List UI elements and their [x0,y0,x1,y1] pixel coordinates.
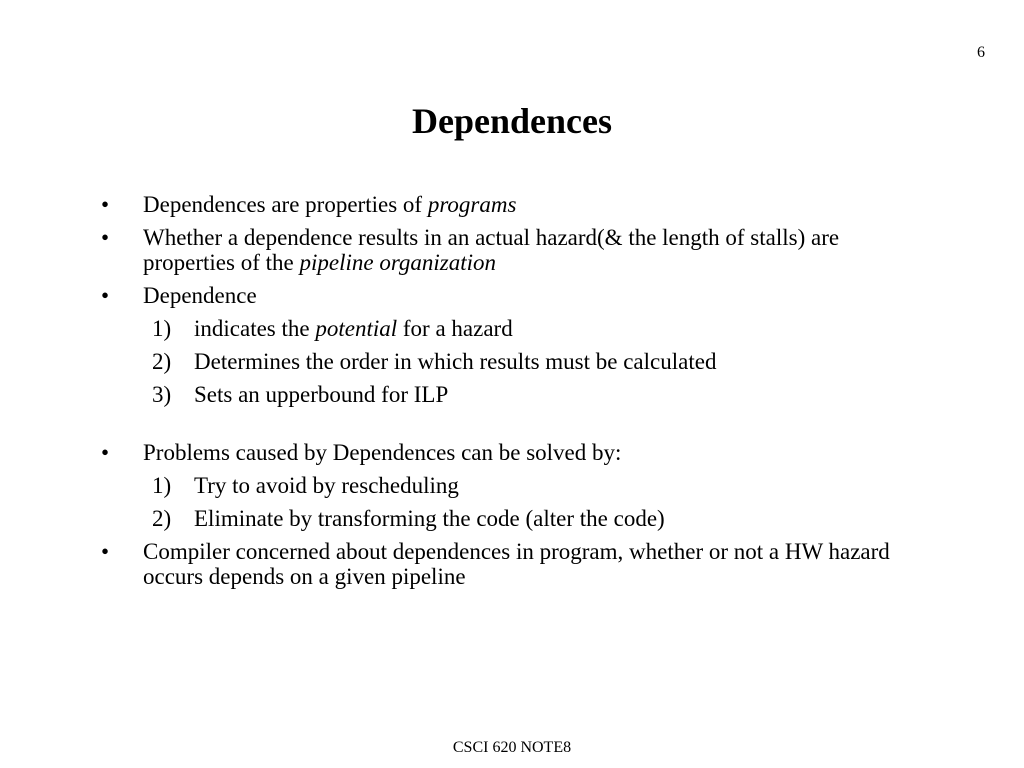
emphasis-text: pipeline organization [299,250,497,275]
number-marker: 1) [152,473,172,498]
bullet-text: Problems caused by Dependences can be solved by: [143,440,622,465]
bullet-marker: • [101,192,110,217]
bullet-marker: • [101,539,110,564]
emphasis-text: potential [315,316,398,341]
numbered-item [0,349,1024,374]
bullet-item [0,440,1024,465]
numbered-item [0,506,1024,531]
bullet-marker: • [101,225,110,250]
emphasis-text: programs [427,192,517,217]
bullet-text: Dependence [143,283,257,308]
numbered-item [0,316,1024,341]
bullet-text: Whether a dependence results in an actual hazard(& the length of stalls) are properties of the pipeline organization [143,225,840,275]
slide-title: Dependences [412,101,612,141]
numbered-text: Eliminate by transforming the code (alter the code) [194,506,665,531]
slide-content [0,192,1024,597]
numbered-text: Determines the order in which results must be calculated [194,349,717,374]
slide-number: 6 [977,44,985,61]
number-marker: 2) [152,506,172,531]
bullet-item [0,192,1024,217]
numbered-text: Try to avoid by rescheduling [194,473,459,498]
bullet-item [0,283,1024,308]
bullet-marker: • [101,283,110,308]
number-marker: 1) [152,316,172,341]
numbered-item [0,382,1024,407]
bullet-text: Compiler concerned about dependences in program, whether or not a HW hazard occurs depends on a given pipeline [143,539,890,589]
numbered-text: indicates the potential for a hazard [194,316,513,341]
numbered-item [0,473,1024,498]
number-marker: 3) [152,382,172,407]
bullet-marker: • [101,440,110,465]
bullet-text: Dependences are properties of programs [143,192,517,217]
bullet-item [0,539,1024,589]
bullet-item [0,225,1024,275]
slide-footer: CSCI 620 NOTE8 [452,739,572,756]
number-marker: 2) [152,349,172,374]
numbered-text: Sets an upperbound for ILP [194,382,449,407]
